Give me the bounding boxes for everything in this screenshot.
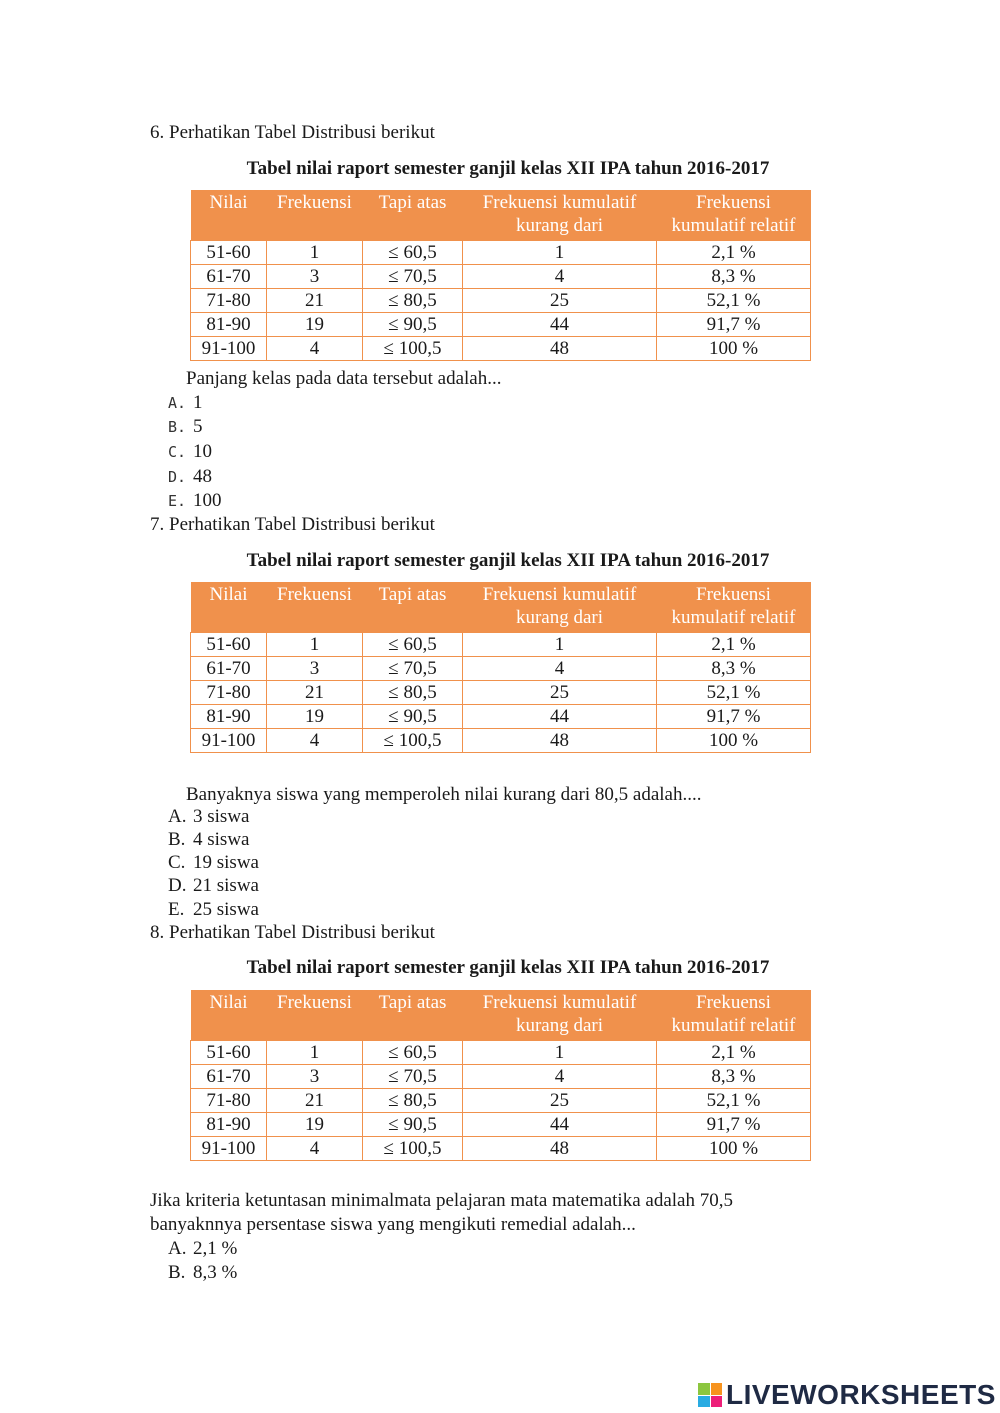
cell: 2,1 %	[657, 1041, 811, 1065]
header-frekuensi-kumulatif: Frekuensi kumulatif kurang dari	[463, 190, 657, 241]
cell: 51-60	[191, 1041, 267, 1065]
question-7-title: 7. Perhatikan Tabel Distribusi berikut	[150, 514, 435, 535]
cell: ≤ 60,5	[363, 1041, 463, 1065]
cell: 8,3 %	[657, 265, 811, 289]
cell: 1	[463, 241, 657, 265]
cell: 81-90	[191, 1113, 267, 1137]
option-6d[interactable]: D. 48	[168, 466, 212, 487]
cell: 1	[463, 633, 657, 657]
option-6e[interactable]: E. 100	[168, 490, 222, 511]
cell: 71-80	[191, 289, 267, 313]
distribution-table-8	[190, 990, 811, 1161]
cell: 61-70	[191, 265, 267, 289]
table-row	[191, 705, 811, 729]
cell: 21	[267, 289, 363, 313]
table-row	[191, 241, 811, 265]
cell: 71-80	[191, 1089, 267, 1113]
question-7-prompt: Banyaknya siswa yang memperoleh nilai kurang dari 80,5 adalah....	[186, 784, 702, 805]
table-row	[191, 289, 811, 313]
table-row	[191, 1113, 811, 1137]
option-7c[interactable]: C. 19 siswa	[168, 852, 259, 873]
cell: ≤ 70,5	[363, 1065, 463, 1089]
table-header-row	[191, 990, 811, 1041]
cell: ≤ 70,5	[363, 265, 463, 289]
table-row	[191, 1137, 811, 1161]
header-tapi-atas: Tapi atas	[363, 582, 463, 633]
cell: 44	[463, 1113, 657, 1137]
table-row	[191, 1089, 811, 1113]
cell: 48	[463, 1137, 657, 1161]
cell: 4	[267, 729, 363, 753]
option-6a[interactable]: A. 1	[168, 392, 203, 413]
distribution-table-7	[190, 582, 811, 753]
cell: 81-90	[191, 705, 267, 729]
table-title-8: Tabel nilai raport semester ganjil kelas XII IPA tahun 2016-2017	[246, 957, 770, 978]
header-frekuensi-relatif: Frekuensi kumulatif relatif	[657, 190, 811, 241]
cell: 100 %	[657, 1137, 811, 1161]
cell: 3	[267, 265, 363, 289]
header-frekuensi-kumulatif: Frekuensi kumulatif kurang dari	[463, 990, 657, 1041]
cell: 44	[463, 705, 657, 729]
cell: 48	[463, 729, 657, 753]
cell: ≤ 70,5	[363, 657, 463, 681]
cell: 91-100	[191, 729, 267, 753]
cell: 21	[267, 1089, 363, 1113]
cell: ≤ 100,5	[363, 337, 463, 361]
header-frekuensi: Frekuensi	[267, 190, 363, 241]
cell: 91-100	[191, 1137, 267, 1161]
question-8-prompt-line-1: Jika kriteria ketuntasan minimalmata pelajaran mata matematika adalah 70,5	[150, 1190, 733, 1211]
cell: 51-60	[191, 241, 267, 265]
question-8-prompt-line-2: banyaknnya persentase siswa yang mengikuti remedial adalah...	[150, 1214, 636, 1235]
table-row	[191, 337, 811, 361]
distribution-table-6	[190, 190, 811, 361]
cell: ≤ 80,5	[363, 289, 463, 313]
header-frekuensi: Frekuensi	[267, 990, 363, 1041]
option-8a[interactable]: A. 2,1 %	[168, 1238, 238, 1259]
cell: 4	[463, 657, 657, 681]
header-tapi-atas: Tapi atas	[363, 190, 463, 241]
cell: 100 %	[657, 337, 811, 361]
header-frekuensi: Frekuensi	[267, 582, 363, 633]
table-title-6: Tabel nilai raport semester ganjil kelas XII IPA tahun 2016-2017	[246, 158, 770, 179]
header-nilai: Nilai	[191, 990, 267, 1041]
cell: 25	[463, 1089, 657, 1113]
option-7e[interactable]: E. 25 siswa	[168, 899, 259, 920]
cell: 71-80	[191, 681, 267, 705]
cell: ≤ 90,5	[363, 1113, 463, 1137]
cell: 1	[267, 241, 363, 265]
cell: 48	[463, 337, 657, 361]
cell: ≤ 90,5	[363, 705, 463, 729]
cell: ≤ 60,5	[363, 633, 463, 657]
cell: 8,3 %	[657, 657, 811, 681]
cell: ≤ 100,5	[363, 1137, 463, 1161]
header-nilai: Nilai	[191, 582, 267, 633]
cell: 52,1 %	[657, 1089, 811, 1113]
header-frekuensi-relatif: Frekuensi kumulatif relatif	[657, 582, 811, 633]
cell: 91,7 %	[657, 313, 811, 337]
table-row	[191, 313, 811, 337]
cell: ≤ 60,5	[363, 241, 463, 265]
cell: 19	[267, 313, 363, 337]
table-header-row	[191, 582, 811, 633]
cell: 3	[267, 1065, 363, 1089]
header-frekuensi-kumulatif: Frekuensi kumulatif kurang dari	[463, 582, 657, 633]
cell: 100 %	[657, 729, 811, 753]
cell: 4	[267, 1137, 363, 1161]
table-header-row	[191, 190, 811, 241]
liveworksheets-logo-icon	[698, 1383, 722, 1407]
cell: 4	[463, 265, 657, 289]
cell: 91,7 %	[657, 705, 811, 729]
cell: 25	[463, 289, 657, 313]
table-row	[191, 681, 811, 705]
question-6-prompt: Panjang kelas pada data tersebut adalah...	[186, 368, 502, 389]
cell: 1	[463, 1041, 657, 1065]
option-6b[interactable]: B. 5	[168, 416, 203, 437]
cell: 61-70	[191, 657, 267, 681]
cell: 19	[267, 1113, 363, 1137]
cell: 91-100	[191, 337, 267, 361]
option-7b[interactable]: B. 4 siswa	[168, 829, 250, 850]
cell: 52,1 %	[657, 681, 811, 705]
cell: 25	[463, 681, 657, 705]
cell: 21	[267, 681, 363, 705]
cell: 2,1 %	[657, 633, 811, 657]
question-8-title: 8. Perhatikan Tabel Distribusi berikut	[150, 922, 435, 943]
header-tapi-atas: Tapi atas	[363, 990, 463, 1041]
table-row	[191, 1065, 811, 1089]
cell: 4	[267, 337, 363, 361]
header-frekuensi-relatif: Frekuensi kumulatif relatif	[657, 990, 811, 1041]
cell: 1	[267, 633, 363, 657]
table-row	[191, 657, 811, 681]
logo-text: LIVEWORKSHEETS	[726, 1379, 996, 1410]
question-6-title: 6. Perhatikan Tabel Distribusi berikut	[150, 122, 435, 143]
cell: 44	[463, 313, 657, 337]
cell: 81-90	[191, 313, 267, 337]
cell: 8,3 %	[657, 1065, 811, 1089]
table-title-7: Tabel nilai raport semester ganjil kelas XII IPA tahun 2016-2017	[246, 550, 770, 571]
option-8b[interactable]: B. 8,3 %	[168, 1262, 238, 1283]
cell: 51-60	[191, 633, 267, 657]
cell: 1	[267, 1041, 363, 1065]
cell: 52,1 %	[657, 289, 811, 313]
cell: ≤ 100,5	[363, 729, 463, 753]
cell: 19	[267, 705, 363, 729]
cell: 91,7 %	[657, 1113, 811, 1137]
option-7a[interactable]: A. 3 siswa	[168, 806, 250, 827]
table-row	[191, 633, 811, 657]
header-nilai: Nilai	[191, 190, 267, 241]
cell: ≤ 90,5	[363, 313, 463, 337]
cell: 3	[267, 657, 363, 681]
table-row	[191, 729, 811, 753]
table-row	[191, 1041, 811, 1065]
cell: 4	[463, 1065, 657, 1089]
table-row	[191, 265, 811, 289]
option-7d[interactable]: D. 21 siswa	[168, 875, 259, 896]
liveworksheets-logo[interactable]	[698, 1380, 996, 1410]
cell: ≤ 80,5	[363, 1089, 463, 1113]
option-6c[interactable]: C. 10	[168, 441, 212, 462]
cell: 2,1 %	[657, 241, 811, 265]
cell: 61-70	[191, 1065, 267, 1089]
cell: ≤ 80,5	[363, 681, 463, 705]
